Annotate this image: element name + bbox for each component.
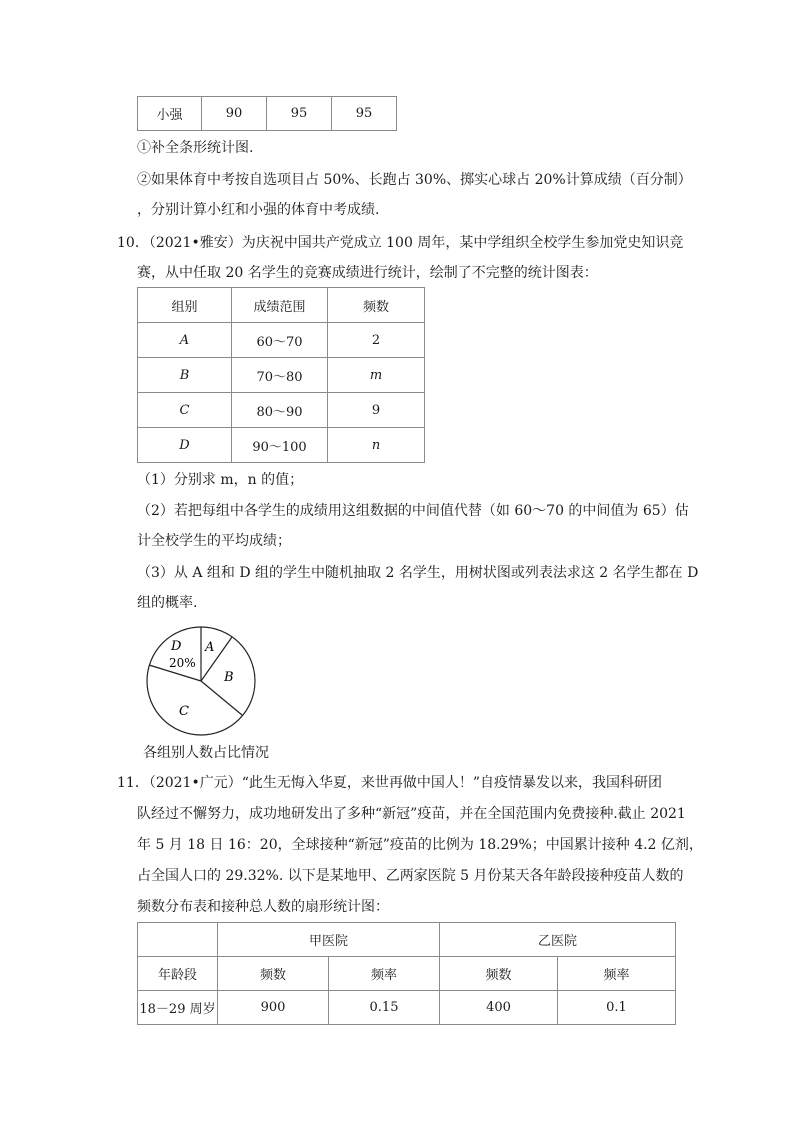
header-hospital-b: 乙医院 — [440, 923, 676, 957]
cell-group: D — [138, 428, 232, 463]
pie-label-c: C — [179, 704, 189, 719]
cell-group: C — [138, 393, 232, 428]
cell-frequency: 2 — [328, 323, 425, 358]
cell-range: 70～80 — [232, 358, 328, 393]
header-b-rate: 频率 — [558, 957, 676, 991]
pie-label-d: D — [171, 639, 182, 654]
q11-line1: 11．（2021•广元）“此生无悔入华夏，来世再做中国人！”自疫情暴发以来，我国科研团 — [117, 775, 663, 791]
q10-line1: 10．（2021•雅安）为庆祝中国共产党成立 100 周年，某中学组织全校学生参加党史知识竞 — [117, 235, 684, 251]
q9-sub2-line1: ②如果体育中考按自选项目占 50%、长跑占 30%、掷实心球占 20%计算成绩（百分制） — [137, 172, 692, 188]
header-a-rate: 频率 — [329, 957, 440, 991]
score-cell: 90 — [202, 97, 267, 131]
cell-a-rate: 0.15 — [329, 991, 440, 1025]
cell-frequency: m — [328, 358, 425, 393]
student-name: 小强 — [138, 97, 202, 131]
cell-frequency: n — [328, 428, 425, 463]
q9-sub2-line2: ，分别计算小红和小强的体育中考成绩. — [137, 202, 380, 218]
header-range: 成绩范围 — [232, 288, 328, 323]
pie-label-a: A — [205, 640, 215, 655]
cell-group: A — [138, 323, 232, 358]
cell-b-frequency: 400 — [440, 991, 558, 1025]
cell-group: B — [138, 358, 232, 393]
q10-sub2-line1: （2）若把每组中各学生的成绩用这组数据的中间值代替（如 60～70 的中间值为 65）估 — [137, 503, 689, 519]
table-row — [138, 358, 425, 393]
cell-frequency: 9 — [328, 393, 425, 428]
cell-range: 80～90 — [232, 393, 328, 428]
pie-chart — [140, 620, 260, 740]
q11-hospital-table — [137, 922, 676, 1025]
q10-frequency-table — [137, 287, 425, 463]
q10-line2: 赛，从中任取 20 名学生的竞赛成绩进行统计，绘制了不完整的统计图表： — [137, 265, 598, 281]
cell-b-rate: 0.1 — [558, 991, 676, 1025]
table-row — [138, 991, 676, 1025]
header-age: 年龄段 — [138, 957, 218, 991]
pie-label-b: B — [224, 670, 234, 685]
header-b-frequency: 频数 — [440, 957, 558, 991]
table-row — [138, 323, 425, 358]
q11-line3: 年 5 月 18 日 16：20，全球接种“新冠”疫苗的比例为 18.29%；中国累计接种 4.2 亿剂， — [137, 837, 703, 853]
table-row — [138, 393, 425, 428]
q10-sub1: （1）分别求 m，n 的值； — [137, 472, 304, 488]
score-cell: 95 — [267, 97, 332, 131]
score-table-top — [137, 96, 397, 131]
empty-corner-cell — [138, 923, 218, 957]
header-a-frequency: 频数 — [218, 957, 329, 991]
cell-range: 60～70 — [232, 323, 328, 358]
q10-sub3-line2: 组的概率. — [137, 595, 198, 611]
q9-sub1: ①补全条形统计图. — [137, 140, 254, 156]
cell-a-frequency: 900 — [218, 991, 329, 1025]
table-row — [138, 428, 425, 463]
q10-sub3-line1: （3）从 A 组和 D 组的学生中随机抽取 2 名学生，用树状图或列表法求这 2 名学生都在 D — [137, 565, 699, 581]
pie-divider-bc — [201, 681, 242, 715]
q11-line2: 队经过不懈努力，成功地研发出了多种“新冠”疫苗，并在全国范围内免费接种.截止 2021 — [137, 806, 686, 822]
header-group: 组别 — [138, 288, 232, 323]
pie-caption: 各组别人数占比情况 — [143, 745, 269, 761]
q10-sub2-line2: 计全校学生的平均成绩； — [137, 533, 291, 549]
cell-range: 90～100 — [232, 428, 328, 463]
q11-line4: 占全国人口的 29.32%. 以下是某地甲、乙两家医院 5 月份某天各年龄段接种疫苗人数的 — [137, 868, 684, 884]
header-hospital-a: 甲医院 — [218, 923, 440, 957]
header-frequency: 频数 — [328, 288, 425, 323]
pie-label-d-percent: 20% — [169, 656, 196, 670]
q11-line5: 频数分布表和接种总人数的扇形统计图： — [137, 899, 389, 915]
score-cell: 95 — [332, 97, 397, 131]
cell-age: 18－29 周岁 — [138, 991, 218, 1025]
